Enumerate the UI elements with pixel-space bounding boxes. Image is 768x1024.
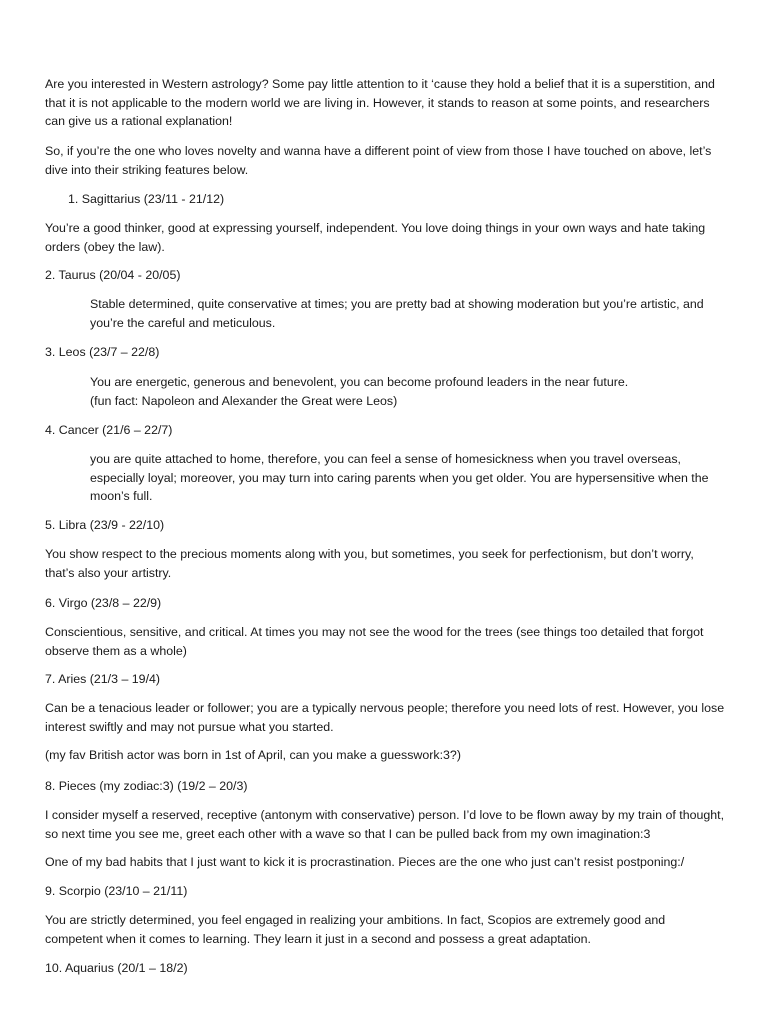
taurus-text: Stable determined, quite conservative at times; you are pretty bad at showing moderation but you’re artistic, and you’re the careful and meticulous.	[90, 297, 704, 330]
aquarius-heading: 10. Aquarius (20/1 – 18/2)	[45, 961, 188, 975]
libra-text: You show respect to the precious moments along with you, but sometimes, you seek for perfectionism, but don’t worry, that’s also your artistry.	[45, 547, 694, 580]
pieces-text-2: One of my bad habits that I just want to kick it is procrastination. Pieces are the one who just can’t resist postponing:/	[45, 855, 685, 869]
intro-paragraph-1: Are you interested in Western astrology? Some pay little attention to it ‘cause they hold a belief that it is a superstition, and that it is not applicable to the modern world we are living in. However, it stands to reason at some points, and researchers can give us a rational explanation!	[45, 77, 715, 128]
sagittarius-heading: 1. Sagittarius (23/11 - 21/12)	[68, 192, 225, 206]
aries-heading: 7. Aries (21/3 – 19/4)	[45, 672, 161, 686]
pieces-heading: 8. Pieces (my zodiac:3) (19/2 – 20/3)	[45, 779, 248, 793]
pieces-text-1: I consider myself a reserved, receptive (antonym with conservative) person. I’d love to be flown away by my train of thought, so next time you see me, greet each other with a wave so that I can be pulled back from my own imagination:3	[45, 808, 725, 841]
cancer-text: you are quite attached to home, therefore, you can feel a sense of homesickness when you travel overseas, especially loyal; moreover, you may turn into caring parents when you get older. You are hypersensitive when the moon’s full.	[90, 452, 709, 503]
intro-paragraph-2: So, if you’re the one who loves novelty and wanna have a different point of view from those I have touched on above, let’s dive into their striking features below.	[45, 144, 712, 177]
scorpio-text: You are strictly determined, you feel engaged in realizing your ambitions. In fact, Scopios are extremely good and competent when it comes to learning. They learn it just in a second and possess a great adaptation.	[45, 913, 666, 946]
scorpio-heading: 9. Scorpio (23/10 – 21/11)	[45, 884, 188, 898]
leos-fun-fact: (fun fact: Napoleon and Alexander the Great were Leos)	[90, 394, 398, 408]
virgo-heading: 6. Virgo (23/8 – 22/9)	[45, 596, 162, 610]
sagittarius-text: You’re a good thinker, good at expressing yourself, independent. You love doing things in your own ways and hate taking orders (obey the law).	[45, 221, 706, 254]
taurus-heading: 2. Taurus (20/04 - 20/05)	[45, 268, 181, 282]
leos-text: You are energetic, generous and benevolent, you can become profound leaders in the near future.	[90, 375, 629, 389]
libra-heading: 5. Libra (23/9 - 22/10)	[45, 518, 165, 532]
virgo-text: Conscientious, sensitive, and critical. At times you may not see the wood for the trees (see things too detailed that forgot observe them as a whole)	[45, 625, 704, 658]
aries-note: (my fav British actor was born in 1st of April, can you make a guesswork:3?)	[45, 748, 461, 762]
leos-heading: 3. Leos (23/7 – 22/8)	[45, 345, 160, 359]
aries-text: Can be a tenacious leader or follower; you are a typically nervous people; therefore you need lots of rest. However, you lose interest swiftly and may not pursue what you started.	[45, 701, 725, 734]
cancer-heading: 4. Cancer (21/6 – 22/7)	[45, 423, 173, 437]
